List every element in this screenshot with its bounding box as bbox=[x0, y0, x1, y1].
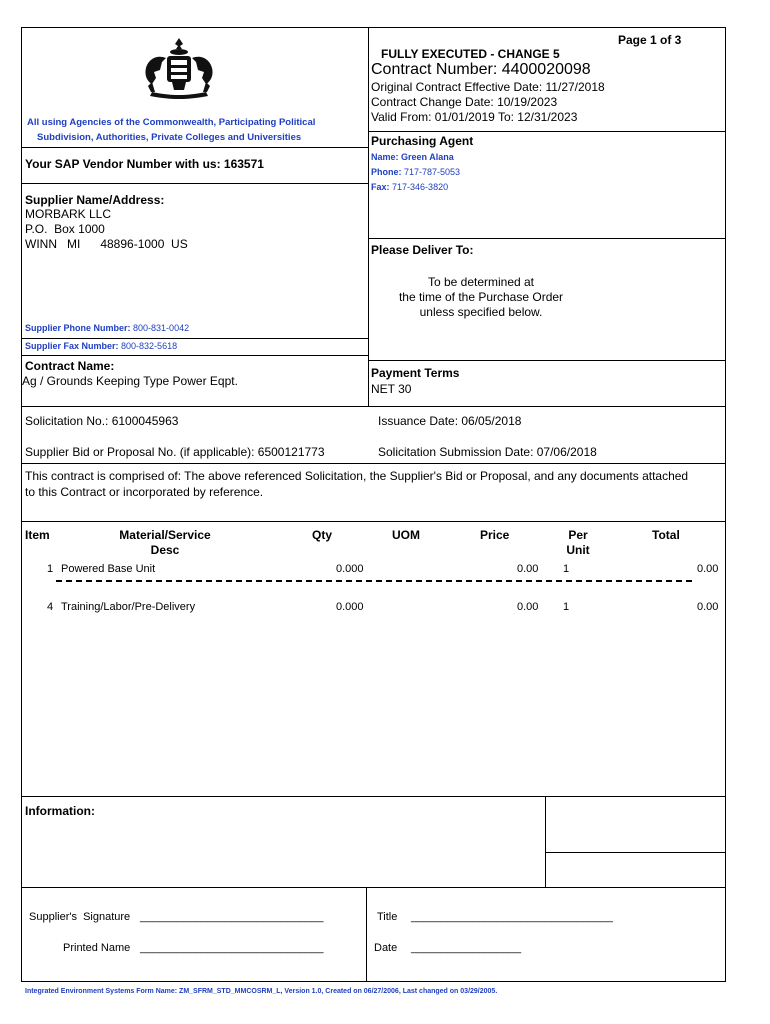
outer-left bbox=[21, 27, 22, 982]
comprised-line-1: This contract is comprised of: The above referenced Solicitation, the Supplier's Bid or Proposal, and any documents attached bbox=[25, 469, 689, 483]
sap-vendor-number: Your SAP Vendor Number with us: 163571 bbox=[25, 157, 264, 171]
row-num: 1 bbox=[47, 563, 54, 575]
form-footer: Integrated Environment Systems Form Name: ZM_SFRM_STD_MMCOSRM_L, Version 1.0, Created on 06/27/2006, Last changed on 03/29/2005. bbox=[25, 988, 498, 995]
row-price: 0.00 bbox=[517, 563, 539, 575]
deliver-line-3: unless specified below. bbox=[419, 305, 543, 319]
col-item: Item bbox=[25, 528, 50, 542]
row-num: 4 bbox=[47, 601, 54, 613]
row-desc: Powered Base Unit bbox=[61, 563, 156, 575]
divider bbox=[21, 463, 726, 464]
deliver-line-2: the time of the Purchase Order bbox=[398, 290, 564, 304]
deliver-to-title: Please Deliver To: bbox=[371, 243, 474, 257]
divider bbox=[368, 360, 726, 361]
original-effective-date: Original Contract Effective Date: 11/27/2018 bbox=[371, 80, 605, 94]
col-per-2: Unit bbox=[566, 543, 590, 557]
col-qty: Qty bbox=[312, 528, 333, 542]
info-hdivider bbox=[545, 852, 726, 853]
deliver-line-1: To be determined at bbox=[427, 275, 535, 289]
agent-fax bbox=[371, 182, 448, 192]
col-per-1: Per bbox=[568, 528, 588, 542]
supplier-bid-number: Supplier Bid or Proposal No. (if applicable): 6500121773 bbox=[25, 445, 325, 459]
supplier-line-3: WINN MI 48896-1000 US bbox=[25, 237, 188, 251]
commonwealth-seal-icon bbox=[138, 36, 220, 100]
date-line[interactable]: __________________ bbox=[411, 942, 522, 954]
row-per: 1 bbox=[563, 601, 570, 613]
supplier-line-1: MORBARK LLC bbox=[25, 207, 112, 221]
agencies-line-1: All using Agencies of the Commonwealth, Participating Political bbox=[27, 117, 316, 128]
row-total: 0.00 bbox=[697, 563, 719, 575]
row-separator bbox=[56, 580, 692, 582]
col-desc-2: Desc bbox=[150, 543, 180, 557]
col-uom: UOM bbox=[392, 528, 420, 542]
submission-date: Solicitation Submission Date: 07/06/2018 bbox=[378, 445, 597, 459]
divider bbox=[21, 355, 369, 356]
divider bbox=[21, 521, 726, 522]
outer-right bbox=[725, 27, 726, 982]
divider bbox=[21, 406, 726, 407]
supplier-phone bbox=[25, 323, 189, 333]
info-vdivider bbox=[545, 796, 546, 888]
supplier-signature-line[interactable]: ______________________________ bbox=[140, 911, 324, 923]
comprised-line-2: to this Contract or incorporated by reference. bbox=[25, 485, 264, 499]
supplier-phone-value: 800-831-0042 bbox=[133, 323, 190, 333]
agent-fax-label: Fax: bbox=[371, 182, 390, 192]
information-title: Information: bbox=[25, 804, 95, 818]
date-label: Date bbox=[374, 942, 398, 954]
supplier-title: Supplier Name/Address: bbox=[25, 193, 165, 207]
printed-name-line[interactable]: ______________________________ bbox=[140, 942, 324, 954]
divider bbox=[21, 183, 369, 184]
vertical-divider bbox=[368, 27, 369, 407]
contract-name-title: Contract Name: bbox=[25, 359, 115, 373]
supplier-fax bbox=[25, 341, 177, 351]
agent-name bbox=[371, 152, 454, 162]
outer-bottom bbox=[21, 981, 726, 982]
issuance-date: Issuance Date: 06/05/2018 bbox=[378, 414, 522, 428]
divider bbox=[21, 338, 369, 339]
solicitation-number: Solicitation No.: 6100045963 bbox=[25, 414, 179, 428]
col-total: Total bbox=[652, 528, 680, 542]
contract-name-value: Ag / Grounds Keeping Type Power Eqpt. bbox=[22, 374, 238, 388]
divider bbox=[368, 238, 726, 239]
agencies-line-2: Subdivision, Authorities, Private Colleges and Universities bbox=[37, 132, 302, 143]
status-label: FULLY EXECUTED - CHANGE 5 bbox=[381, 47, 560, 61]
printed-name-label: Printed Name bbox=[63, 942, 131, 954]
payment-terms-value: NET 30 bbox=[371, 382, 412, 396]
title-label: Title bbox=[377, 911, 398, 923]
row-qty: 0.000 bbox=[336, 601, 364, 613]
agent-name-label: Name: bbox=[371, 152, 399, 162]
supplier-fax-value: 800-832-5618 bbox=[121, 341, 178, 351]
supplier-line-2: P.O. Box 1000 bbox=[25, 222, 105, 236]
title-line[interactable]: _________________________________ bbox=[411, 911, 613, 923]
contract-change-date: Contract Change Date: 10/19/2023 bbox=[371, 95, 558, 109]
valid-dates: Valid From: 01/01/2019 To: 12/31/2023 bbox=[371, 110, 578, 124]
divider bbox=[21, 147, 369, 148]
col-price: Price bbox=[480, 528, 510, 542]
row-qty: 0.000 bbox=[336, 563, 364, 575]
agent-phone-label: Phone: bbox=[371, 167, 402, 177]
sig-vdivider bbox=[366, 887, 367, 982]
row-desc: Training/Labor/Pre-Delivery bbox=[61, 601, 196, 613]
agent-phone bbox=[371, 167, 460, 177]
divider bbox=[21, 887, 726, 888]
divider bbox=[368, 131, 726, 132]
contract-number: Contract Number: 4400020098 bbox=[371, 61, 591, 78]
purchasing-agent-title: Purchasing Agent bbox=[371, 134, 474, 148]
divider bbox=[21, 796, 726, 797]
row-total: 0.00 bbox=[697, 601, 719, 613]
agent-fax-value: 717-346-3820 bbox=[392, 182, 449, 192]
agent-name-value: Green Alana bbox=[401, 152, 454, 162]
outer-top bbox=[21, 27, 726, 28]
page-number: Page 1 of 3 bbox=[618, 33, 682, 47]
row-price: 0.00 bbox=[517, 601, 539, 613]
col-desc-1: Material/Service bbox=[119, 528, 211, 542]
payment-terms-title: Payment Terms bbox=[371, 366, 460, 380]
agent-phone-value: 717-787-5053 bbox=[404, 167, 461, 177]
supplier-signature-label: Supplier's Signature bbox=[29, 911, 131, 923]
row-per: 1 bbox=[563, 563, 570, 575]
supplier-phone-label: Supplier Phone Number: bbox=[25, 323, 131, 333]
supplier-fax-label: Supplier Fax Number: bbox=[25, 341, 119, 351]
